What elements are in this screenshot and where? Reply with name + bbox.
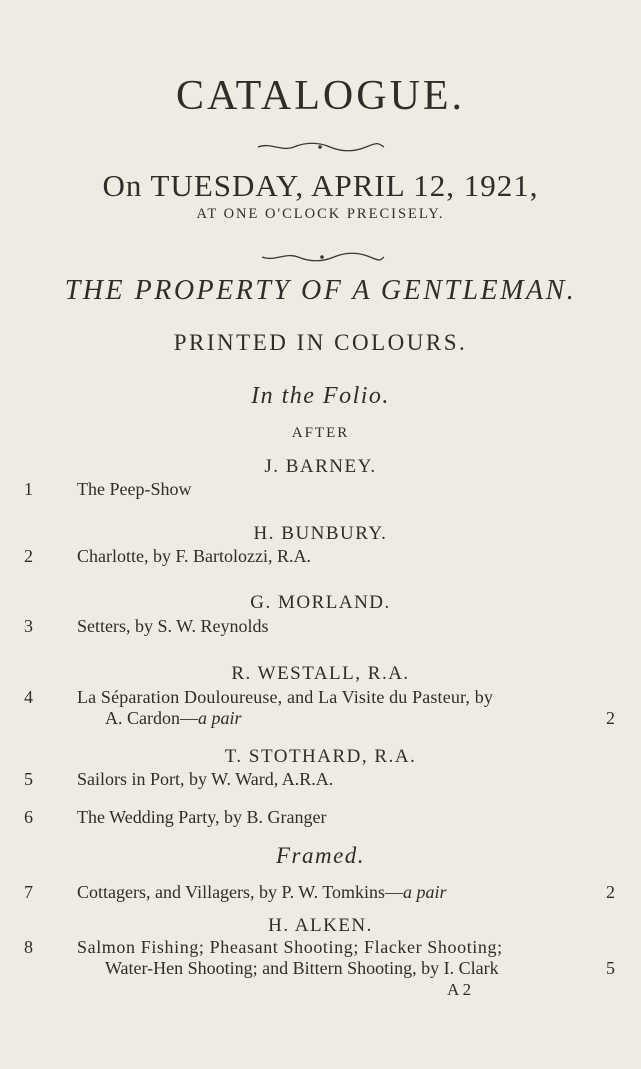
subsection-heading: In the Folio. [251,383,390,409]
lot-description: The Peep-Show [77,479,192,499]
artist-heading-barney: J. BARNEY. [264,456,377,477]
lot-description-continued: Water-Hen Shooting; and Bittern Shooting, by I. Clark [105,958,499,978]
lot-description: La Séparation Douloureuse, and La Visite du Pasteur, by [77,687,494,707]
lot-number: 4 [24,687,33,707]
lot-description: Charlotte, by F. Bartolozzi, R.A. [77,546,312,566]
catalogue-title: CATALOGUE. [175,73,466,119]
lot-quantity: 2 [606,708,615,728]
owner-heading: THE PROPERTY OF A GENTLEMAN. [64,275,577,306]
lot-number: 3 [24,616,33,636]
artist-heading-alken: H. ALKEN. [268,915,373,936]
lot-description: Cottagers, and Villagers, by P. W. Tomkins—a pair [77,882,447,902]
lot-quantity: 5 [606,958,615,978]
sale-date: On TUESDAY, APRIL 12, 1921, [102,168,539,203]
ornamental-divider-top [0,140,641,154]
signature-mark: A 2 [447,980,472,999]
lot-number: 5 [24,769,33,789]
lot-number: 1 [24,479,33,499]
pair-label: a pair [198,708,242,728]
artist-heading-bunbury: H. BUNBURY. [253,523,388,544]
lot-number: 7 [24,882,33,902]
lot-quantity: 2 [606,882,615,902]
section-heading: PRINTED IN COLOURS. [173,330,468,355]
lot-description-continued: A. Cardon—a pair [105,708,242,728]
lot-number: 2 [24,546,33,566]
ornamental-divider-bottom [0,250,641,264]
lot-description: The Wedding Party, by B. Granger [77,807,327,827]
artist-heading-stothard: T. STOTHARD, R.A. [224,746,417,767]
pair-label: a pair [403,882,447,902]
after-label: AFTER [291,425,350,441]
lot-description: Salmon Fishing; Pheasant Shooting; Flacker Shooting; [77,937,503,957]
lot-description: Setters, by S. W. Reynolds [77,616,269,636]
artist-heading-morland: G. MORLAND. [250,592,391,613]
framed-heading: Framed. [275,843,366,868]
lot-number: 6 [24,807,33,827]
sale-time: AT ONE O'CLOCK PRECISELY. [196,206,445,222]
lot-number: 8 [24,937,33,957]
artist-heading-westall: R. WESTALL, R.A. [231,663,410,684]
lot-description: Sailors in Port, by W. Ward, A.R.A. [77,769,334,789]
